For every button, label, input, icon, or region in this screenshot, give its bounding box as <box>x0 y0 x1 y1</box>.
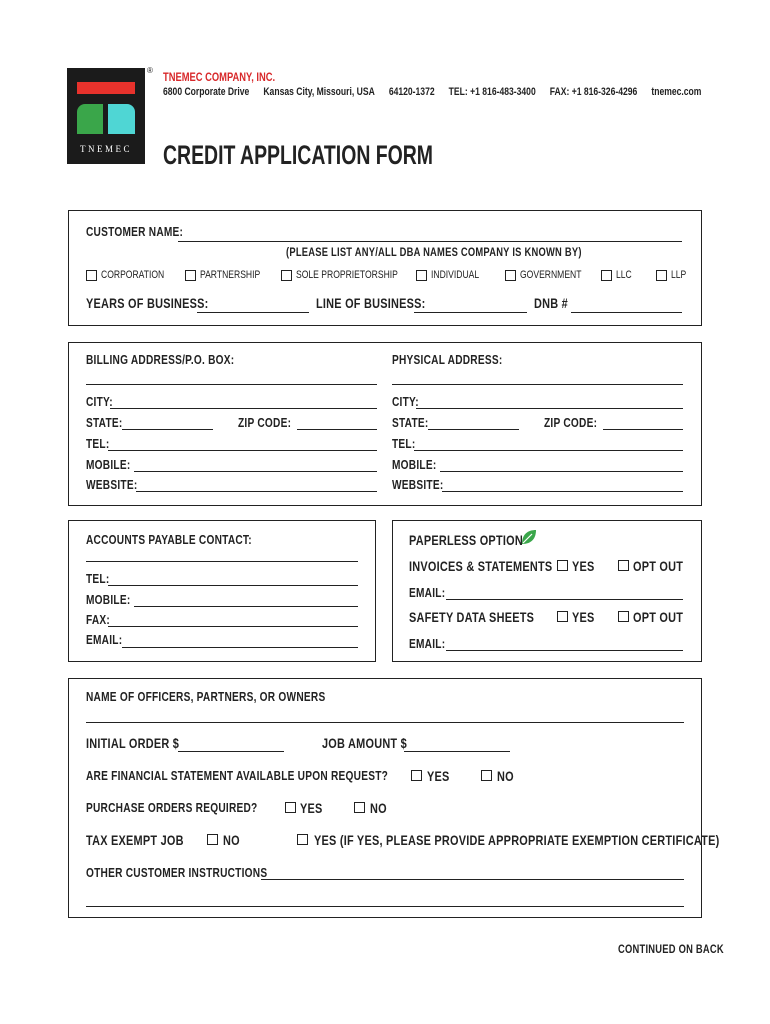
invoices-email-field[interactable] <box>446 599 683 600</box>
logo-wordmark: TNEMEC <box>80 144 132 154</box>
po-no-checkbox[interactable] <box>354 802 365 813</box>
physical-zip-label: ZIP CODE: <box>544 415 598 430</box>
dba-note: (PLEASE LIST ANY/ALL DBA NAMES COMPANY IS KNOWN BY) <box>286 245 582 259</box>
po-yes-checkbox[interactable] <box>285 802 296 813</box>
po-no-label: NO <box>370 800 387 816</box>
safety-yes-checkbox[interactable] <box>557 611 568 622</box>
company-address: 6800 Corporate Drive <box>163 86 250 98</box>
billing-tel-label: TEL: <box>86 436 110 451</box>
logo-green-block <box>77 104 103 134</box>
job-amount-label: JOB AMOUNT $ <box>322 735 407 751</box>
form-title: CREDIT APPLICATION FORM <box>163 140 433 170</box>
years-label: YEARS OF BUSINESS: <box>86 295 209 311</box>
years-field[interactable] <box>197 312 309 313</box>
line-of-business-label: LINE OF BUSINESS: <box>316 295 426 311</box>
tax-no-checkbox[interactable] <box>207 834 218 845</box>
leaf-icon <box>520 528 538 551</box>
physical-mobile-field[interactable] <box>440 471 683 472</box>
billing-address-field[interactable] <box>86 384 377 385</box>
tnemec-logo <box>67 68 145 164</box>
company-contact-line <box>163 86 701 98</box>
corporation-label: CORPORATION <box>101 269 165 281</box>
physical-zip-field[interactable] <box>603 429 683 430</box>
paperless-title: PAPERLESS OPTION <box>409 532 523 548</box>
partnership-checkbox[interactable] <box>185 270 196 281</box>
billing-tel-field[interactable] <box>108 450 377 451</box>
financial-yes-label: YES <box>427 768 450 784</box>
financial-yes-checkbox[interactable] <box>411 770 422 781</box>
ap-fax-field[interactable] <box>108 626 358 627</box>
ap-email-field[interactable] <box>122 647 358 648</box>
physical-state-field[interactable] <box>428 429 519 430</box>
ap-mobile-label: MOBILE: <box>86 592 131 607</box>
accounts-payable-name-field[interactable] <box>86 561 358 562</box>
partnership-label: PARTNERSHIP <box>200 269 261 281</box>
billing-city-label: CITY: <box>86 394 113 409</box>
physical-state-label: STATE: <box>392 415 429 430</box>
officers-section <box>68 678 702 918</box>
physical-website-label: WEBSITE: <box>392 477 444 492</box>
sole-proprietorship-label: SOLE PROPRIETORSHIP <box>296 269 398 281</box>
physical-address-label: PHYSICAL ADDRESS: <box>392 352 503 367</box>
billing-state-field[interactable] <box>122 429 213 430</box>
physical-address-field[interactable] <box>392 384 683 385</box>
job-amount-field[interactable] <box>404 751 510 752</box>
other-instructions-field-1[interactable] <box>261 879 684 880</box>
government-label: GOVERNMENT <box>520 269 582 281</box>
other-instructions-field-2[interactable] <box>86 906 684 907</box>
financial-no-checkbox[interactable] <box>481 770 492 781</box>
llc-checkbox[interactable] <box>601 270 612 281</box>
physical-tel-label: TEL: <box>392 436 416 451</box>
billing-zip-label: ZIP CODE: <box>238 415 292 430</box>
sole-proprietorship-checkbox[interactable] <box>281 270 292 281</box>
billing-website-label: WEBSITE: <box>86 477 138 492</box>
dnb-label: DNB # <box>534 295 568 311</box>
physical-city-field[interactable] <box>416 408 683 409</box>
safety-optout-label: OPT OUT <box>633 609 684 625</box>
line-of-business-field[interactable] <box>414 312 527 313</box>
corporation-checkbox[interactable] <box>86 270 97 281</box>
billing-zip-field[interactable] <box>297 429 377 430</box>
purchase-orders-label: PURCHASE ORDERS REQUIRED? <box>86 800 258 815</box>
customer-name-label: CUSTOMER NAME: <box>86 224 184 239</box>
billing-mobile-label: MOBILE: <box>86 457 131 472</box>
initial-order-field[interactable] <box>178 751 284 752</box>
individual-checkbox[interactable] <box>416 270 427 281</box>
llp-label: LLP <box>671 269 687 281</box>
physical-tel-field[interactable] <box>414 450 683 451</box>
ap-fax-label: FAX: <box>86 612 111 627</box>
billing-city-field[interactable] <box>110 408 377 409</box>
invoices-yes-checkbox[interactable] <box>557 560 568 571</box>
financial-statement-label: ARE FINANCIAL STATEMENT AVAILABLE UPON REQUEST? <box>86 768 389 783</box>
logo-teal-block <box>108 104 135 134</box>
billing-mobile-field[interactable] <box>134 471 377 472</box>
ap-tel-label: TEL: <box>86 571 110 586</box>
continued-on-back: CONTINUED ON BACK <box>618 942 724 956</box>
safety-email-field[interactable] <box>446 650 683 651</box>
safety-email-label: EMAIL: <box>409 636 446 651</box>
financial-no-label: NO <box>497 768 514 784</box>
tax-no-label: NO <box>223 832 240 848</box>
officers-label: NAME OF OFFICERS, PARTNERS, OR OWNERS <box>86 689 326 704</box>
officers-field[interactable] <box>86 722 684 723</box>
registered-mark: ® <box>147 66 153 75</box>
invoices-optout-label: OPT OUT <box>633 558 684 574</box>
ap-email-label: EMAIL: <box>86 632 123 647</box>
other-instructions-label: OTHER CUSTOMER INSTRUCTIONS <box>86 865 268 880</box>
llp-checkbox[interactable] <box>656 270 667 281</box>
llc-label: LLC <box>616 269 632 281</box>
invoices-email-label: EMAIL: <box>409 585 446 600</box>
initial-order-label: INITIAL ORDER $ <box>86 735 180 751</box>
po-yes-label: YES <box>300 800 323 816</box>
billing-state-label: STATE: <box>86 415 123 430</box>
government-checkbox[interactable] <box>505 270 516 281</box>
company-fax: FAX: +1 816-326-4296 <box>549 86 638 98</box>
company-name: TNEMEC COMPANY, INC. <box>163 70 276 84</box>
invoices-label: INVOICES & STATEMENTS <box>409 558 553 574</box>
physical-mobile-label: MOBILE: <box>392 457 437 472</box>
company-city: Kansas City, Missouri, USA <box>263 86 375 98</box>
safety-yes-label: YES <box>572 609 595 625</box>
accounts-payable-label: ACCOUNTS PAYABLE CONTACT: <box>86 532 252 547</box>
tax-exempt-label: TAX EXEMPT JOB <box>86 832 184 848</box>
billing-address-label: BILLING ADDRESS/P.O. BOX: <box>86 352 235 367</box>
invoices-yes-label: YES <box>572 558 595 574</box>
tax-yes-checkbox[interactable] <box>297 834 308 845</box>
physical-city-label: CITY: <box>392 394 419 409</box>
company-website: tnemec.com <box>651 86 702 98</box>
ap-mobile-field[interactable] <box>134 606 358 607</box>
company-tel: TEL: +1 816-483-3400 <box>448 86 536 98</box>
physical-website-field[interactable] <box>442 491 683 492</box>
tax-yes-label: YES (IF YES, PLEASE PROVIDE APPROPRIATE EXEMPTION CERTIFICATE) <box>314 832 720 848</box>
dnb-field[interactable] <box>571 312 682 313</box>
billing-website-field[interactable] <box>136 491 377 492</box>
customer-name-field[interactable] <box>178 241 682 242</box>
safety-data-label: SAFETY DATA SHEETS <box>409 609 535 625</box>
safety-optout-checkbox[interactable] <box>618 611 629 622</box>
ap-tel-field[interactable] <box>108 585 358 586</box>
individual-label: INDIVIDUAL <box>431 269 480 281</box>
invoices-optout-checkbox[interactable] <box>618 560 629 571</box>
logo-red-bar <box>77 82 135 94</box>
company-zip: 64120-1372 <box>388 86 435 98</box>
